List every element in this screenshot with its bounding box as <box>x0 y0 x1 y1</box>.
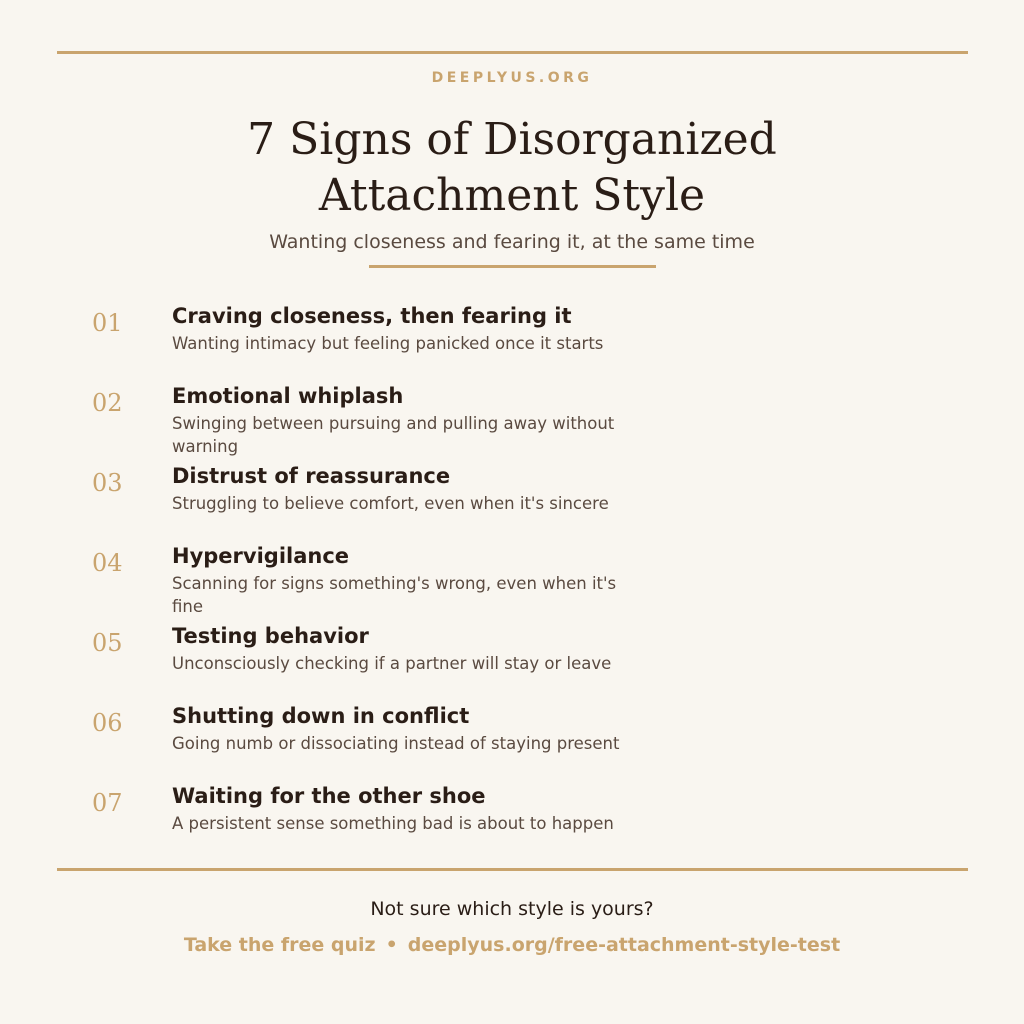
list-item <box>0 303 1024 383</box>
item-number: 03 <box>92 469 123 497</box>
item-title: Emotional whiplash <box>172 384 404 408</box>
item-description: Scanning for signs something's wrong, even when it's fine <box>172 574 617 616</box>
top-divider <box>57 51 968 54</box>
bullet-separator: • <box>385 934 398 956</box>
list-item <box>0 463 1024 543</box>
title-line-2: Attachment Style <box>318 170 706 221</box>
item-description: Going numb or dissociating instead of staying present <box>172 734 620 753</box>
list-item <box>0 383 1024 463</box>
item-number: 05 <box>92 629 123 657</box>
item-number: 02 <box>92 389 123 417</box>
item-number: 07 <box>92 789 123 817</box>
cta-question: Not sure which style is yours? <box>370 898 654 920</box>
bottom-divider <box>57 868 968 871</box>
item-description: Swinging between pursuing and pulling away without warning <box>172 414 615 456</box>
item-description: Unconsciously checking if a partner will stay or leave <box>172 654 612 673</box>
item-number: 04 <box>92 549 123 577</box>
item-description: A persistent sense something bad is about to happen <box>172 814 614 833</box>
brand-label: DEEPLYUS.ORG <box>431 70 593 86</box>
subtitle-divider <box>369 265 656 268</box>
title-line-1: 7 Signs of Disorganized <box>247 114 777 165</box>
item-number: 01 <box>92 309 123 337</box>
item-number: 06 <box>92 709 123 737</box>
item-title: Distrust of reassurance <box>172 464 451 488</box>
item-title: Testing behavior <box>172 624 369 648</box>
list-item <box>0 623 1024 703</box>
list-item <box>0 703 1024 783</box>
item-title: Shutting down in conflict <box>172 704 470 728</box>
quiz-url-link[interactable]: deeplyus.org/free-attachment-style-test <box>407 934 841 956</box>
item-title: Waiting for the other shoe <box>172 784 486 808</box>
item-description: Struggling to believe comfort, even when it's sincere <box>172 494 609 513</box>
page-title <box>0 112 1024 224</box>
list-item <box>0 783 1024 863</box>
cta-row <box>0 934 1024 956</box>
quiz-link[interactable]: Take the free quiz <box>183 934 376 956</box>
subtitle: Wanting closeness and fearing it, at the same time <box>269 231 755 253</box>
list-item <box>0 543 1024 623</box>
item-description: Wanting intimacy but feeling panicked once it starts <box>172 334 604 353</box>
item-title: Hypervigilance <box>172 544 350 568</box>
item-title: Craving closeness, then fearing it <box>172 304 572 328</box>
